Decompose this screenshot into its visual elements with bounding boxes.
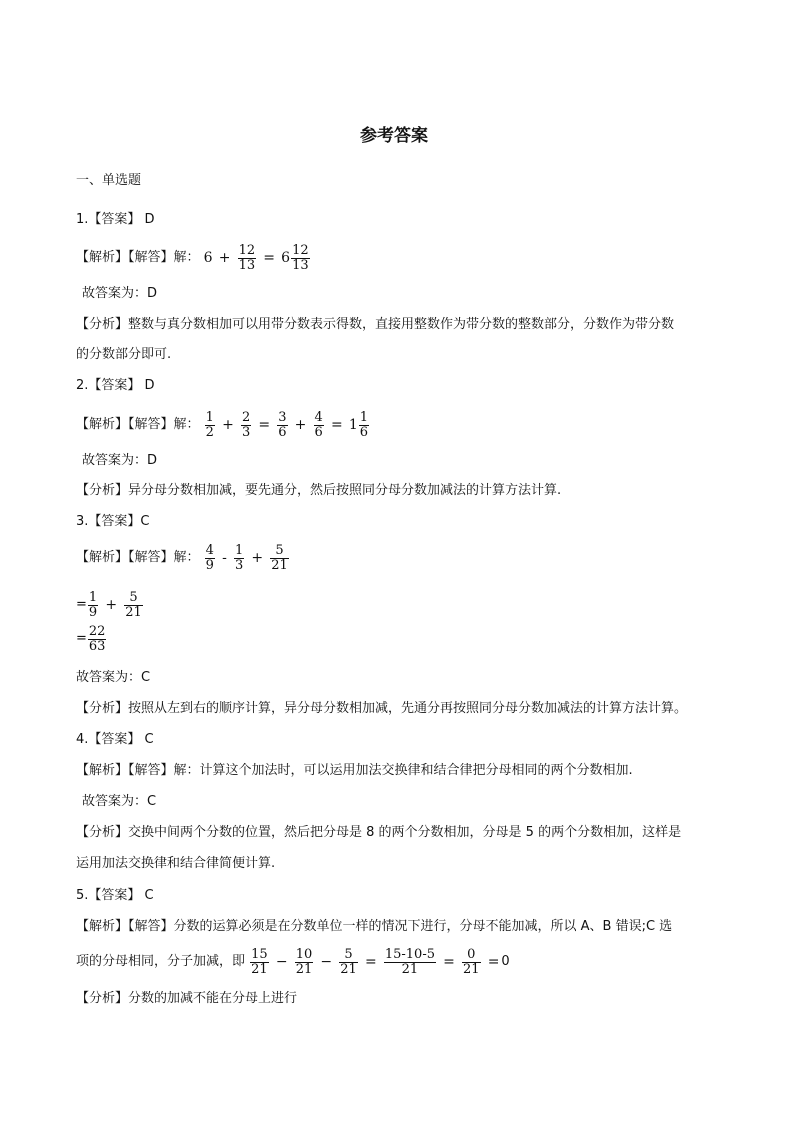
numerator: 1 bbox=[359, 409, 369, 425]
denominator: 3 bbox=[234, 557, 244, 573]
q5-equals-1: = bbox=[364, 954, 377, 970]
q3-step-2-fraction-1 bbox=[88, 591, 98, 620]
numerator: 12 bbox=[292, 242, 309, 258]
denominator: 13 bbox=[292, 257, 309, 273]
q5-minus-2: − bbox=[320, 954, 333, 970]
q3-answer-heading: 3.【答案】C bbox=[76, 514, 150, 529]
denominator: 13 bbox=[238, 257, 256, 273]
q4-summary-line-1: 【分析】交换中间两个分数的位置，然后把分母是 8 的两个分数相加，分母是 5 的两个分数相加，这样是 bbox=[76, 825, 682, 840]
denominator: 9 bbox=[88, 604, 98, 620]
q2-plus-2: + bbox=[294, 417, 307, 433]
q5-minus-1: − bbox=[275, 954, 288, 970]
denominator: 63 bbox=[88, 638, 106, 654]
numerator: 4 bbox=[205, 542, 214, 558]
q2-fraction-5 bbox=[359, 411, 369, 440]
numerator: 0 bbox=[462, 948, 481, 963]
denominator: 3 bbox=[241, 424, 251, 440]
q2-equals-2: = bbox=[330, 417, 343, 433]
q1-mixed-whole: 6 bbox=[281, 250, 291, 266]
q2-final-answer: 故答案为：D bbox=[82, 453, 158, 468]
q2-fraction-2 bbox=[241, 411, 251, 440]
q5-equals-2: = bbox=[443, 954, 455, 970]
q5-result: 0 bbox=[501, 954, 510, 969]
q2-fraction-3 bbox=[277, 411, 287, 440]
q2-answer-heading: 2.【答案】 D bbox=[76, 378, 155, 393]
q5-equals-3: = bbox=[487, 954, 500, 970]
q1-fraction-2 bbox=[291, 244, 310, 273]
q5-fraction-4 bbox=[384, 948, 436, 977]
numerator: 22 bbox=[88, 623, 106, 639]
numerator: 4 bbox=[314, 409, 323, 425]
q3-summary: 【分析】按照从左到右的顺序计算，异分母分数相加减，先通分再按照同分母分数加减法的计算方法计算。 bbox=[76, 701, 688, 716]
denominator: 21 bbox=[271, 557, 288, 573]
denominator: 6 bbox=[359, 424, 369, 440]
q3-step-2 bbox=[76, 587, 144, 624]
q5-summary: 【分析】分数的加减不能在分母上进行 bbox=[76, 991, 298, 1006]
numerator: 1 bbox=[205, 409, 214, 425]
q4-answer-heading: 4.【答案】 C bbox=[76, 732, 154, 747]
q1-answer-heading: 1.【答案】 D bbox=[76, 212, 155, 227]
q5-fraction-5 bbox=[462, 948, 481, 977]
q1-plus: + bbox=[218, 250, 231, 266]
q5-fraction-1 bbox=[250, 948, 269, 977]
q1-final-answer: 故答案为：D bbox=[82, 286, 158, 301]
q2-mixed-whole: 1 bbox=[348, 417, 358, 433]
q5-analysis-prefix: 项的分母相同，分子加减，即 bbox=[76, 954, 246, 969]
q4-final-answer: 故答案为：C bbox=[82, 794, 157, 809]
numerator: 2 bbox=[241, 409, 251, 425]
denominator: 21 bbox=[340, 961, 357, 977]
q3-step-2-equals: = bbox=[76, 597, 87, 612]
q3-plus: + bbox=[251, 550, 264, 566]
q2-equals-1: = bbox=[258, 417, 271, 433]
q3-step-3-equals: = bbox=[76, 631, 87, 646]
numerator: 5 bbox=[339, 948, 358, 963]
q3-step-3 bbox=[76, 621, 107, 658]
denominator: 21 bbox=[401, 961, 419, 977]
q1-whole: 6 bbox=[203, 250, 213, 266]
q1-analysis-label: 【解析】【解答】解： bbox=[76, 250, 200, 265]
q2-analysis bbox=[76, 407, 370, 444]
numerator: 15-10-5 bbox=[384, 946, 435, 962]
q3-fraction-2 bbox=[234, 544, 244, 573]
q3-analysis bbox=[76, 540, 290, 577]
q4-summary-line-2: 运用加法交换律和结合律简便计算. bbox=[76, 856, 276, 871]
q5-fraction-2 bbox=[295, 948, 314, 977]
q3-fraction-3 bbox=[270, 544, 289, 573]
q2-summary: 【分析】异分母分数相加减，要先通分，然后按照同分母分数加减法的计算方法计算. bbox=[76, 483, 562, 498]
q1-fraction-1 bbox=[238, 244, 257, 273]
numerator: 10 bbox=[295, 946, 313, 962]
denominator: 21 bbox=[295, 961, 313, 977]
q4-analysis: 【解析】【解答】解：计算这个加法时，可以运用加法交换律和结合律把分母相同的两个分数相加. bbox=[76, 763, 633, 778]
numerator: 5 bbox=[270, 544, 289, 559]
q3-fraction-1 bbox=[205, 544, 215, 573]
q5-answer-heading: 5.【答案】 C bbox=[76, 888, 154, 903]
q1-equals: = bbox=[263, 250, 276, 266]
q5-analysis-line-1: 【解析】【解答】分数的运算必须是在分数单位一样的情况下进行，分母不能加减，所以 A、B 错误;C 选 bbox=[76, 919, 673, 934]
denominator: 2 bbox=[205, 424, 214, 440]
section-heading: 一、单选题 bbox=[76, 173, 142, 188]
q5-analysis-line-2 bbox=[76, 944, 510, 981]
q3-analysis-label: 【解析】【解答】解： bbox=[76, 550, 200, 565]
denominator: 6 bbox=[278, 424, 287, 440]
q2-fraction-1 bbox=[205, 411, 215, 440]
denominator: 21 bbox=[125, 604, 142, 620]
q1-summary-line-1: 【分析】整数与真分数相加可以用带分数表示得数，直接用整数作为带分数的整数部分，分数作为带分数 bbox=[76, 317, 675, 332]
q3-step-2-fraction-2 bbox=[124, 591, 143, 620]
denominator: 21 bbox=[463, 961, 480, 977]
q1-analysis bbox=[76, 240, 311, 277]
q5-fraction-3 bbox=[339, 948, 358, 977]
q2-fraction-4 bbox=[314, 411, 324, 440]
q3-minus: - bbox=[222, 550, 227, 566]
q3-final-answer: 故答案为：C bbox=[76, 670, 151, 685]
denominator: 6 bbox=[314, 424, 323, 440]
q3-step-3-fraction bbox=[88, 625, 107, 654]
denominator: 21 bbox=[251, 961, 268, 977]
q3-step-2-plus: + bbox=[105, 597, 118, 613]
denominator: 9 bbox=[205, 557, 214, 573]
q2-analysis-label: 【解析】【解答】解： bbox=[76, 417, 200, 432]
numerator: 1 bbox=[88, 589, 98, 605]
numerator: 3 bbox=[278, 409, 287, 425]
q1-summary-line-2: 的分数部分即可. bbox=[76, 347, 172, 362]
q2-plus-1: + bbox=[222, 417, 234, 433]
numerator: 1 bbox=[234, 542, 244, 558]
numerator: 15 bbox=[251, 946, 268, 962]
page-title: 参考答案 bbox=[360, 126, 428, 146]
numerator: 12 bbox=[238, 242, 256, 258]
numerator: 5 bbox=[124, 591, 143, 606]
